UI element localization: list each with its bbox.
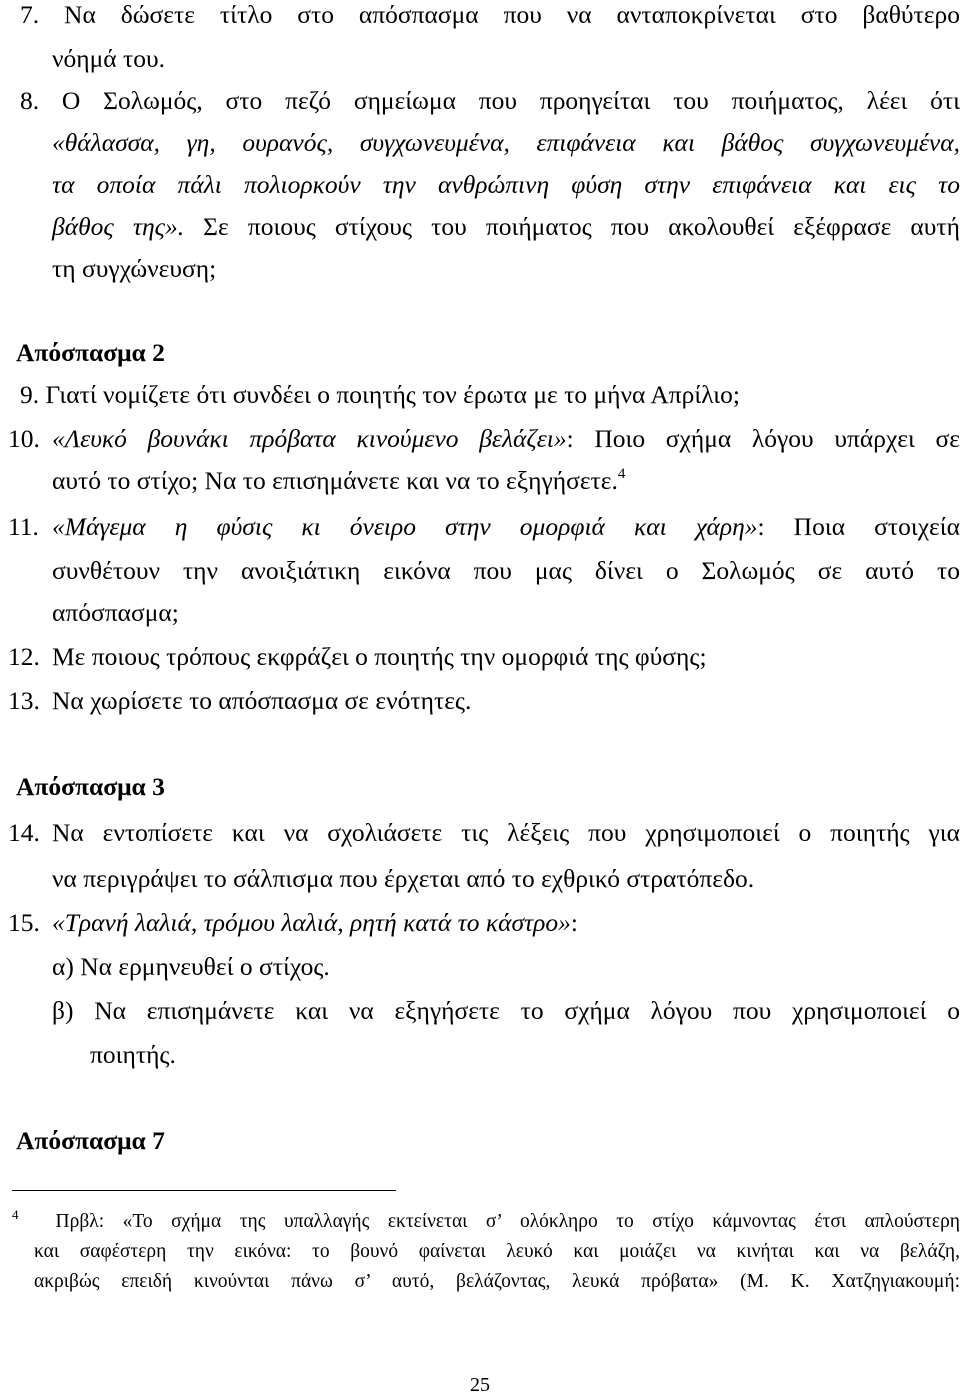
question-15-part-a: α) Να ερμηνευθεί ο στίχος.: [52, 952, 330, 981]
question-8-line-3: [52, 170, 960, 200]
question-11-line-2: συνθέτουν την ανοιξιάτικη εικόνα που μας δίνει ο Σολωμός σε αυτό το: [52, 556, 960, 585]
quote-text: «Λευκό βουνάκι πρόβατα κινούμενο βελάζει»: [52, 424, 567, 453]
question-text: Σε ποιους στίχους του ποιήματος που ακολουθεί εξέφρασε αυτή: [184, 212, 960, 241]
question-15-part-b-line-2: ποιητής.: [90, 1040, 176, 1069]
question-7-line-1: 7. Να δώσετε τίτλο στο απόσπασμα που να ανταποκρίνεται στο βαθύτερο: [20, 0, 960, 29]
question-14-line-1: Να εντοπίσετε και να σχολιάσετε τις λέξεις που χρησιμοποιεί ο ποιητής για: [52, 818, 960, 847]
question-13-number: 13.: [8, 686, 40, 715]
section-heading-3: Απόσπασμα 3: [16, 772, 165, 801]
question-8-line-2: [52, 128, 960, 158]
question-10-line-1: [52, 424, 960, 454]
question-text: αυτό το στίχο; Να το επισημάνετε και να το εξηγήσετε.: [52, 466, 618, 495]
page-number: 25: [470, 1374, 490, 1396]
footnote-text: Πρβλ: «Το σχήμα της υπαλλαγής εκτείνεται σ’ ολόκληρο το στίχο κάμνοντας έτσι απλούστερη: [55, 1211, 960, 1232]
question-11-line-1: [52, 512, 960, 542]
quote-text: βάθος της».: [52, 212, 185, 241]
question-12: Με ποιους τρόπους εκφράζει ο ποιητής την ομορφιά της φύσης;: [52, 642, 707, 671]
footnote-reference[interactable]: 4: [617, 466, 626, 482]
question-text: : Ποιο σχήμα λόγου υπάρχει σε: [566, 424, 960, 453]
quote-text: «Τρανή λαλιά, τρόμου λαλιά, ρητή κατά το κάστρο»: [52, 908, 571, 937]
question-7-line-2: νόημά του.: [52, 44, 166, 73]
question-9: 9. Γιατί νομίζετε ότι συνδέει ο ποιητής τον έρωτα με το μήνα Απρίλιο;: [20, 380, 740, 409]
question-14-number: 14.: [8, 818, 40, 847]
section-heading-2: Απόσπασμα 2: [16, 338, 165, 367]
footnote-separator: [12, 1190, 396, 1191]
question-8-line-4: [52, 212, 960, 242]
footnote-line-2: και σαφέστερη την εικόνα: το βουνό φαίνεται λευκό και μοιάζει να κινήται και να βελάζη,: [34, 1241, 960, 1262]
footnote-line-3: ακριβώς επειδή κινούνται πάνω σ’ αυτό, βελάζοντας, λευκά πρόβατα» (Μ. Κ. Χατζηγιακουμή:: [34, 1271, 960, 1292]
question-10-line-2: [52, 466, 625, 500]
question-11-line-3: απόσπασμα;: [52, 598, 179, 627]
question-8-line-1: 8. Ο Σολωμός, στο πεζό σημείωμα που προηγείται του ποιήματος, λέει ότι: [20, 86, 960, 115]
question-15-line-1: [52, 908, 578, 938]
question-13: Να χωρίσετε το απόσπασμα σε ενότητες.: [52, 686, 472, 715]
quote-text: «Μάγεμα η φύσις κι όνειρο στην ομορφιά και χάρη»: [52, 512, 758, 541]
question-10-number: 10.: [8, 424, 40, 453]
question-14-line-2: να περιγράψει το σάλπισμα που έρχεται από το εχθρικό στρατόπεδο.: [52, 864, 755, 893]
question-text: :: [570, 908, 578, 937]
question-text: : Ποια στοιχεία: [757, 512, 960, 541]
footnote-mark: 4: [12, 1207, 19, 1222]
section-heading-7: Απόσπασμα 7: [16, 1126, 165, 1155]
question-15-part-b-line-1: β) Να επισημάνετε και να εξηγήσετε το σχήμα λόγου που χρησιμοποιεί ο: [52, 996, 960, 1025]
quote-text: «θάλασσα, γη, ουρανός, συγχωνευμένα, επιφάνεια και βάθος συγχωνευμένα,: [52, 128, 960, 157]
quote-text: τα οποία πάλι πολιορκούν την ανθρώπινη φύση στην επιφάνεια και εις το: [52, 170, 960, 199]
footnote-line-1: [12, 1207, 960, 1235]
question-8-line-5: τη συγχώνευση;: [52, 254, 217, 283]
question-15-number: 15.: [8, 908, 40, 937]
question-11-number: 11.: [8, 512, 39, 541]
question-12-number: 12.: [8, 642, 40, 671]
